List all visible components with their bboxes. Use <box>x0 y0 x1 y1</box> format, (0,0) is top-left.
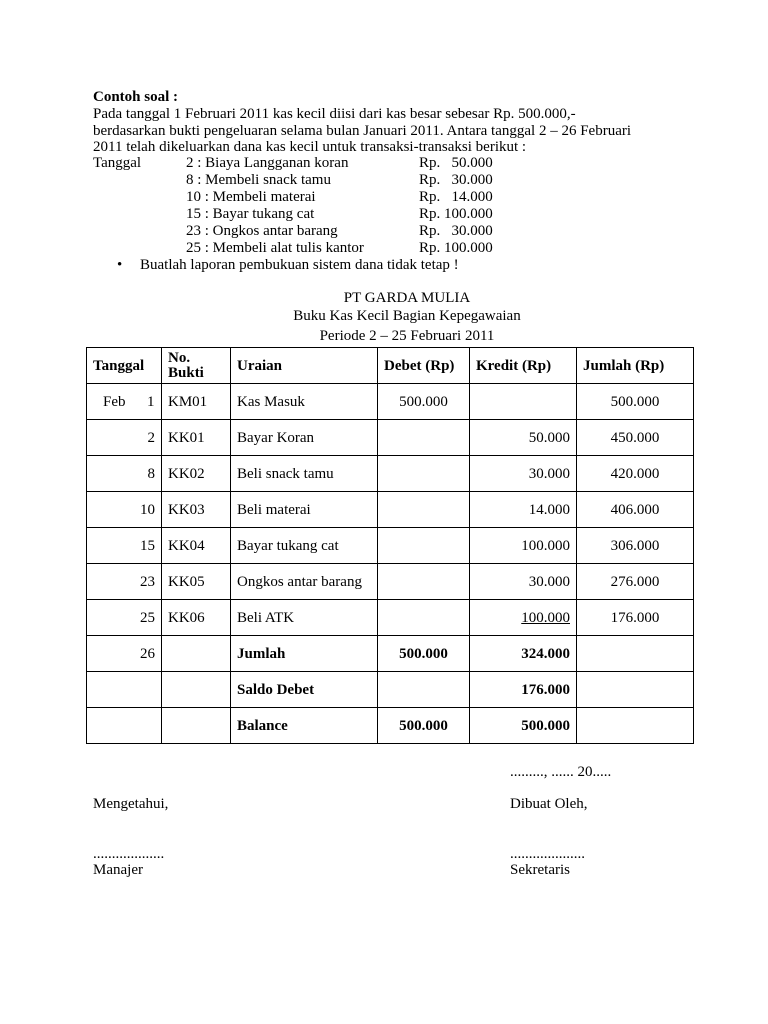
intro-line-3: 2011 telah dikeluarkan dana kas kecil untuk transaksi-transaksi berikut : <box>93 139 527 155</box>
table-row <box>87 564 694 600</box>
cell-no-bukti: KM01 <box>162 384 231 420</box>
left-signature-dots: ................... <box>93 846 165 862</box>
cell-uraian: Bayar tukang cat <box>231 528 378 564</box>
place-date-line: ........., ...... 20..... <box>510 764 612 780</box>
cell-jumlah: 306.000 <box>577 528 694 564</box>
table-row <box>87 492 694 528</box>
cell-debet <box>378 492 470 528</box>
header-tanggal: Tanggal <box>87 348 162 384</box>
cell-jumlah <box>577 708 694 744</box>
cell-kredit <box>470 600 577 636</box>
cell-no-bukti <box>162 708 231 744</box>
left-signature-title: Mengetahui, <box>93 796 169 812</box>
cell-debet: 500.000 <box>378 708 470 744</box>
cell-tanggal: 2 <box>87 420 162 456</box>
cell-jumlah: 276.000 <box>577 564 694 600</box>
cell-no-bukti: KK02 <box>162 456 231 492</box>
ledger-body <box>87 384 694 744</box>
cell-jumlah <box>577 636 694 672</box>
header-kredit: Kredit (Rp) <box>470 348 577 384</box>
cell-jumlah: 420.000 <box>577 456 694 492</box>
cell-kredit <box>470 384 577 420</box>
cell-uraian: Beli snack tamu <box>231 456 378 492</box>
transaction-amount: Rp. 100.000 <box>419 240 493 256</box>
cell-tanggal <box>87 708 162 744</box>
summary-row <box>87 672 694 708</box>
cell-kredit: 14.000 <box>470 492 577 528</box>
cell-tanggal <box>87 384 162 420</box>
company-name: PT GARDA MULIA <box>343 290 471 306</box>
right-signature-role: Sekretaris <box>510 862 570 878</box>
cell-debet: 500.000 <box>378 384 470 420</box>
cell-debet <box>378 600 470 636</box>
table-row <box>87 528 694 564</box>
cell-summary-label: Saldo Debet <box>231 672 378 708</box>
cell-no-bukti: KK03 <box>162 492 231 528</box>
cell-tanggal: 8 <box>87 456 162 492</box>
cell-uraian: Beli materai <box>231 492 378 528</box>
transaction-amount: Rp. 100.000 <box>419 206 493 222</box>
cell-debet: 500.000 <box>378 636 470 672</box>
table-row <box>87 456 694 492</box>
cell-kredit-value: 100.000 <box>521 609 570 626</box>
cell-no-bukti: KK05 <box>162 564 231 600</box>
transaction-desc: 23 : Ongkos antar barang <box>186 223 338 239</box>
table-header-row <box>87 348 694 384</box>
petty-cash-ledger-table <box>86 347 694 744</box>
cell-month: Feb <box>103 393 126 410</box>
cell-no-bukti <box>162 636 231 672</box>
cell-tanggal: 15 <box>87 528 162 564</box>
cell-kredit: 30.000 <box>470 564 577 600</box>
cell-debet <box>378 528 470 564</box>
book-title: Buku Kas Kecil Bagian Kepegawaian <box>293 308 521 324</box>
transaction-amount: Rp. 50.000 <box>419 155 493 171</box>
transaction-amount: Rp. 14.000 <box>419 189 493 205</box>
table-row <box>87 384 694 420</box>
table-row <box>87 420 694 456</box>
table-row <box>87 600 694 636</box>
cell-tanggal <box>87 672 162 708</box>
summary-row <box>87 636 694 672</box>
cell-debet <box>378 420 470 456</box>
cell-summary-label: Balance <box>231 708 378 744</box>
tanggal-label: Tanggal <box>93 155 142 171</box>
bullet-marker: • <box>117 257 123 273</box>
cell-kredit: 100.000 <box>470 528 577 564</box>
cell-day: 1 <box>147 393 155 410</box>
summary-row <box>87 708 694 744</box>
transaction-desc: 10 : Membeli materai <box>186 189 316 205</box>
header-jumlah: Jumlah (Rp) <box>577 348 694 384</box>
cell-jumlah <box>577 672 694 708</box>
cell-debet <box>378 564 470 600</box>
cell-jumlah: 450.000 <box>577 420 694 456</box>
cell-uraian: Beli ATK <box>231 600 378 636</box>
transaction-desc: 25 : Membeli alat tulis kantor <box>186 240 364 256</box>
cell-kredit: 500.000 <box>470 708 577 744</box>
transaction-desc: 8 : Membeli snack tamu <box>186 172 331 188</box>
cell-kredit: 50.000 <box>470 420 577 456</box>
intro-line-2: berdasarkan bukti pengeluaran selama bulan Januari 2011. Antara tanggal 2 – 26 Februari <box>93 123 632 139</box>
header-no-bukti: No. Bukti <box>162 348 231 384</box>
cell-uraian: Bayar Koran <box>231 420 378 456</box>
instruction-text: Buatlah laporan pembukuan sistem dana tidak tetap ! <box>140 257 459 273</box>
transaction-desc: 15 : Bayar tukang cat <box>186 206 315 222</box>
cell-tanggal: 23 <box>87 564 162 600</box>
transaction-amount: Rp. 30.000 <box>419 172 493 188</box>
cell-debet <box>378 456 470 492</box>
cell-kredit: 324.000 <box>470 636 577 672</box>
cell-tanggal: 10 <box>87 492 162 528</box>
heading: Contoh soal : <box>93 89 179 105</box>
cell-tanggal: 25 <box>87 600 162 636</box>
cell-kredit: 176.000 <box>470 672 577 708</box>
transaction-desc: 2 : Biaya Langganan koran <box>186 155 349 171</box>
intro-line-1: Pada tanggal 1 Februari 2011 kas kecil diisi dari kas besar sebesar Rp. 500.000,- <box>93 106 576 122</box>
left-signature-role: Manajer <box>93 862 143 878</box>
cell-summary-label: Jumlah <box>231 636 378 672</box>
cell-no-bukti: KK06 <box>162 600 231 636</box>
header-debet: Debet (Rp) <box>378 348 470 384</box>
header-uraian: Uraian <box>231 348 378 384</box>
period-label: Periode 2 – 25 Februari 2011 <box>319 328 495 344</box>
cell-jumlah: 500.000 <box>577 384 694 420</box>
transaction-amount: Rp. 30.000 <box>419 223 493 239</box>
cell-no-bukti <box>162 672 231 708</box>
cell-jumlah: 406.000 <box>577 492 694 528</box>
cell-kredit: 30.000 <box>470 456 577 492</box>
cell-tanggal: 26 <box>87 636 162 672</box>
right-signature-dots: .................... <box>510 846 585 862</box>
cell-uraian: Kas Masuk <box>231 384 378 420</box>
cell-no-bukti: KK01 <box>162 420 231 456</box>
cell-debet <box>378 672 470 708</box>
cell-jumlah: 176.000 <box>577 600 694 636</box>
right-signature-title: Dibuat Oleh, <box>510 796 588 812</box>
cell-uraian: Ongkos antar barang <box>231 564 378 600</box>
cell-no-bukti: KK04 <box>162 528 231 564</box>
